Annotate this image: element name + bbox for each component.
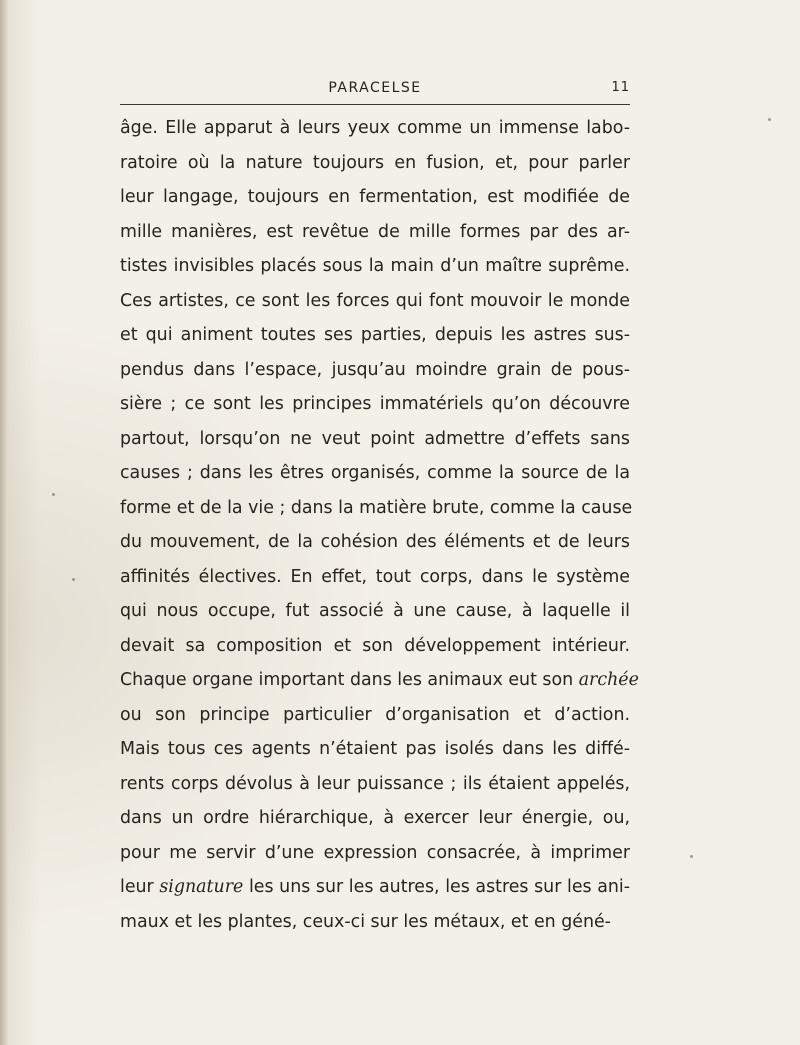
text-line: leur langage, toujours en fermentation, est modifiée de <box>120 187 630 207</box>
text-line: qui nous occupe, fut associé à une cause, à laquelle il <box>120 601 630 621</box>
text-line: pendus dans l’espace, jusqu’au moindre grain de pous- <box>120 359 630 380</box>
text-run: Chaque organe important dans les animaux eut son <box>120 670 579 690</box>
paper-speck <box>72 578 75 581</box>
text-line: forme et de la vie ; dans la matière brute, comme la cause <box>120 497 633 518</box>
page-number: 11 <box>611 80 630 95</box>
body-text <box>120 111 639 939</box>
text-line: mille manières, est revêtue de mille formes par des ar- <box>120 221 630 242</box>
text-line: tistes invisibles placés sous la main d’un maître suprême. <box>120 256 630 276</box>
italic-term: signature <box>159 877 244 897</box>
text-run: les uns sur les autres, les astres sur les ani- <box>243 877 630 897</box>
text-line: Ces artistes, ce sont les forces qui font mouvoir le monde <box>120 290 630 311</box>
text-line: rents corps dévolus à leur puissance ; ils étaient appelés, <box>120 773 630 794</box>
text-line: âge. Elle apparut à leurs yeux comme un immense labo- <box>120 118 630 138</box>
text-line: et qui animent toutes ses parties, depuis les astres sus- <box>120 325 630 345</box>
text-line: pour me servir d’une expression consacrée, à imprimer <box>120 842 630 863</box>
text-line: maux et les plantes, ceux-ci sur les métaux, et en géné- <box>120 911 611 932</box>
header-rule <box>120 104 630 105</box>
text-run: leur <box>120 877 160 897</box>
text-line: affinités électives. En effet, tout corps, dans le système <box>120 566 630 587</box>
text-line: sière ; ce sont les principes immatériels qu’on découvre <box>120 394 630 414</box>
text-line <box>120 870 630 905</box>
text-line: ratoire où la nature toujours en fusion, et, pour parler <box>120 152 630 173</box>
text-line: dans un ordre hiérarchique, à exercer leur énergie, ou, <box>120 808 630 828</box>
text-line: partout, lorsqu’on ne veut point admettre d’effets sans <box>120 428 630 449</box>
text-line: Mais tous ces agents n’étaient pas isolés dans les diffé- <box>120 739 630 759</box>
text-line: ou son principe particulier d’organisation et d’action. <box>120 704 630 725</box>
text-line: du mouvement, de la cohésion des éléments et de leurs <box>120 532 630 552</box>
text-line: devait sa composition et son développement intérieur. <box>120 635 630 656</box>
text-line <box>120 663 639 698</box>
running-head <box>120 78 630 100</box>
paper-speck <box>768 118 771 121</box>
paper-speck <box>690 855 693 858</box>
text-line: causes ; dans les êtres organisés, comme la source de la <box>120 463 630 483</box>
italic-term: archée <box>578 670 639 690</box>
running-title: PARACELSE <box>328 80 422 96</box>
page-gutter-edge <box>0 0 8 1045</box>
paper-speck <box>52 493 55 496</box>
